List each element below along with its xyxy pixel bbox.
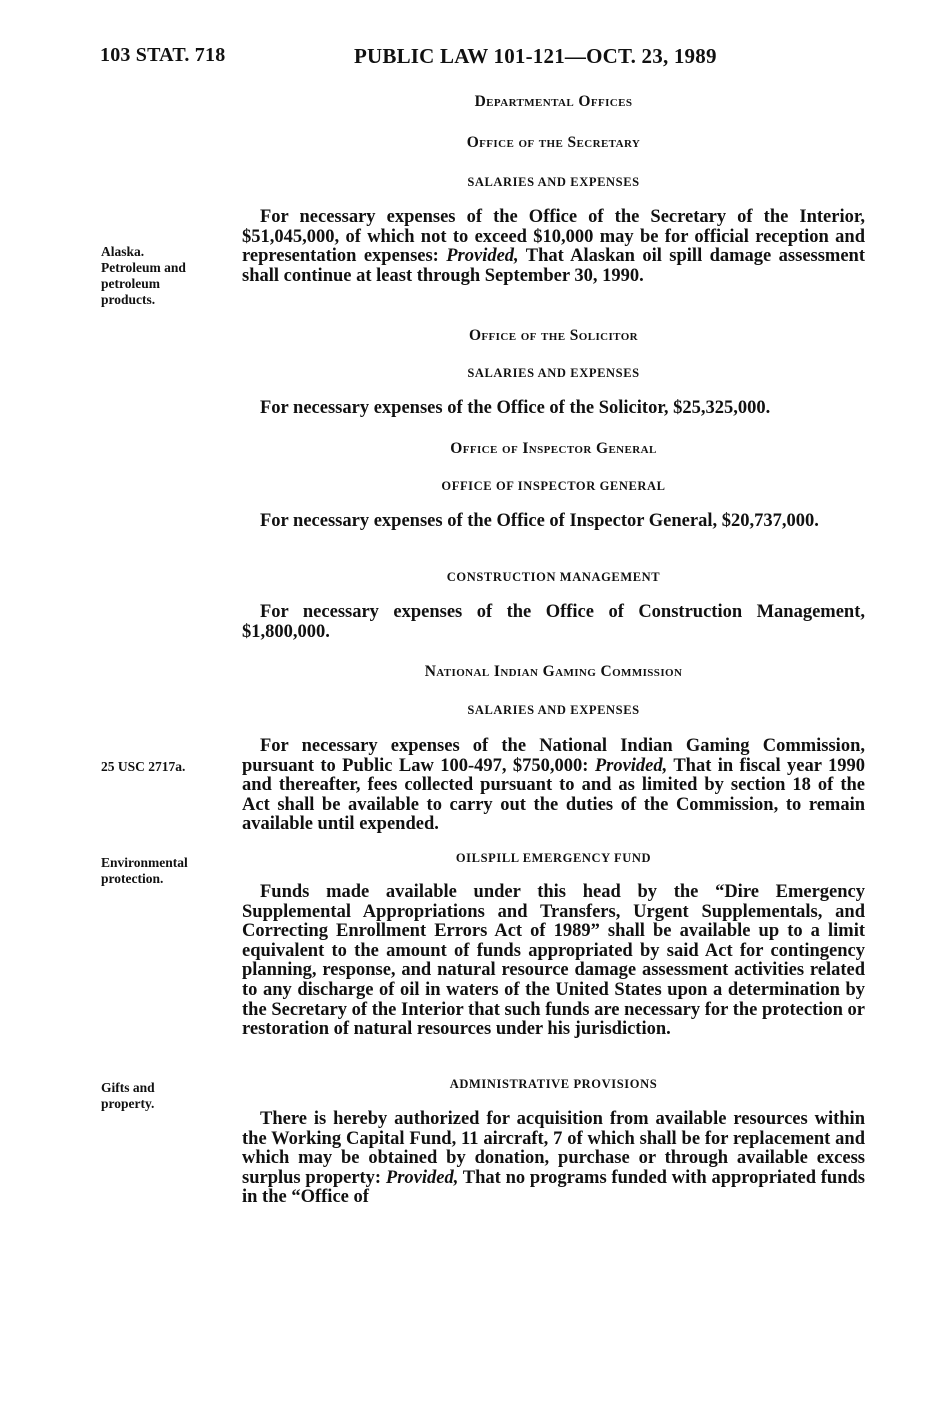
heading-office-secretary: Office of the Secretary <box>466 134 641 151</box>
margin-note-alaska: Alaska. Petroleum and petroleum products. <box>101 244 186 307</box>
heading-departmental-offices: Departmental Offices <box>474 93 633 110</box>
heading-administrative-provisions: ADMINISTRATIVE PROVISIONS <box>449 1077 658 1091</box>
law-title: PUBLIC LAW 101-121—OCT. 23, 1989 <box>354 44 717 68</box>
paragraph-gaming: For necessary expenses of the National Indian Gaming Commission, pursuant to Public Law 100-497, $750,000: Provided, That in fiscal year 1990 and thereafter, fees collected pursuant to and as limited by section 18 of the Act shall be available to carry out the duties of the Commission, to remain available until expended. <box>242 736 865 835</box>
paragraph-secretary: For necessary expenses of the Office of the Secretary of the Interior, $51,045,000, of which not to exceed $10,000 may be for official reception and representation expenses: Provided, That Alaskan oil spill damage assessment shall continue at least through September 30, 1990. <box>242 207 866 286</box>
heading-salaries-expenses: SALARIES AND EXPENSES <box>467 703 640 717</box>
margin-note-usc: 25 USC 2717a. <box>101 759 186 774</box>
paragraph-construction: For necessary expenses of the Office of Construction Management, $1,800,000. <box>242 602 865 642</box>
paragraph-inspector-general: For necessary expenses of the Office of Inspector General, $20,737,000. <box>260 511 819 531</box>
paragraph-solicitor: For necessary expenses of the Office of the Solicitor, $25,325,000. <box>260 398 771 418</box>
paragraph-administrative: There is hereby authorized for acquisition from available resources within the Working Capital Fund, 11 aircraft, 7 of which shall be for replacement and which may be obtained by donation, purchase or through available excess surplus property: Provided, That no programs funded with appropriated funds in the “Office of <box>242 1109 865 1208</box>
heading-construction-management: CONSTRUCTION MANAGEMENT <box>446 570 661 584</box>
heading-office-solicitor: Office of the Solicitor <box>468 327 639 344</box>
heading-salaries-expenses: SALARIES AND EXPENSES <box>467 175 640 189</box>
margin-note-gifts: Gifts and property. <box>101 1080 155 1111</box>
paragraph-oilspill: Funds made available under this head by the “Dire Emergency Supplemental Appropriations and Transfers, Urgent Supplementals, and Correcting Enrollment Errors Act of 1989” shall be available up to a limit equivalent to the amount of funds appropriated by said Act for contingency planning, response, and natural resource damage assessment activities related to any discharge of oil in waters of the United States upon a determination by the Secretary of the Interior that such funds are necessary for the protection or restoration of natural resources under his jurisdiction. <box>242 882 865 1040</box>
running-header <box>100 44 865 72</box>
heading-gaming-commission: National Indian Gaming Commission <box>424 663 683 680</box>
heading-office-inspector-general: Office of Inspector General <box>450 440 657 457</box>
heading-oilspill-fund: OILSPILL EMERGENCY FUND <box>455 851 652 865</box>
margin-note-environmental: Environmental protection. <box>101 855 188 886</box>
heading-office-inspector-general-sub: OFFICE OF INSPECTOR GENERAL <box>441 479 666 493</box>
heading-salaries-expenses: SALARIES AND EXPENSES <box>467 366 640 380</box>
stat-reference: 103 STAT. 718 <box>100 44 226 66</box>
